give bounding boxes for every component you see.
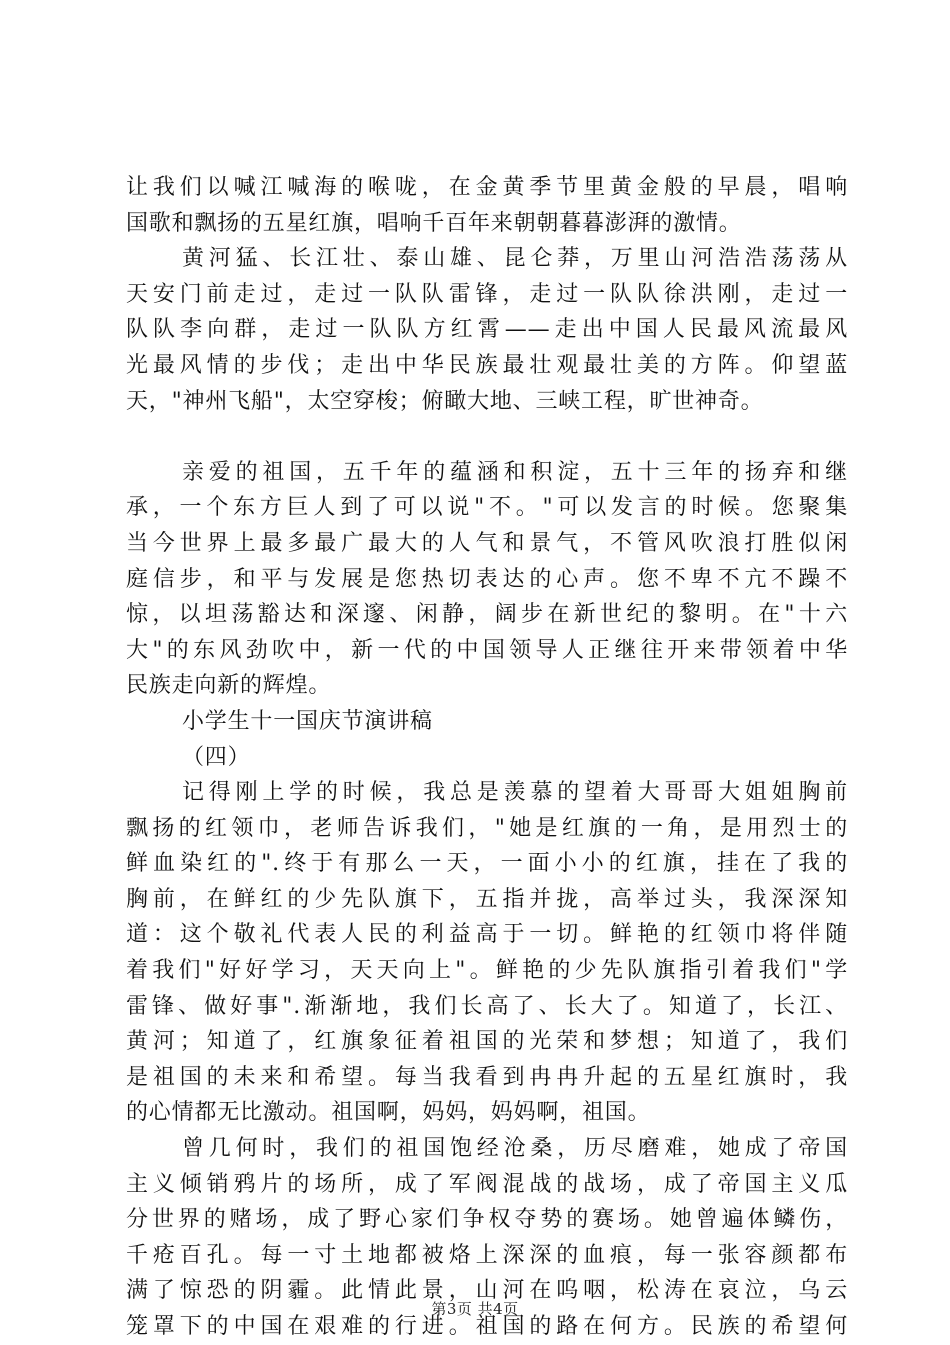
paragraph-line: 当今世界上最多最广最大的人气和景气，不管风吹浪打胜似闲 — [126, 530, 848, 556]
paragraph-line: 是祖国的未来和希望。每当我看到冉冉升起的五星红旗时，我 — [126, 1064, 848, 1090]
paragraph-line: 胸前，在鲜红的少先队旗下，五指并拢，高举过头，我深深知 — [126, 886, 848, 912]
paragraph-line: 雷锋、做好事".渐渐地，我们长高了、长大了。知道了，长江、 — [126, 993, 848, 1019]
paragraph-line: 国歌和飘扬的五星红旗，唱响千百年来朝朝暮暮澎湃的激情。 — [126, 210, 742, 236]
paragraph-line: 让我们以喊江喊海的喉咙，在金黄季节里黄金般的早晨，唱响 — [126, 175, 848, 200]
paragraph-line: 天，"神州飞船"，太空穿梭；俯瞰大地、三峡工程，旷世神奇。 — [126, 388, 764, 414]
paragraph-line: 惊，以坦荡豁达和深邃、闲静，阔步在新世纪的黎明。在"十六 — [126, 602, 848, 628]
paragraph-line: 满了惊恐的阴霾。此情此景，山河在呜咽，松涛在哀泣，乌云 — [126, 1278, 848, 1304]
page-footer — [0, 1298, 950, 1319]
paragraph-line: 千疮百孔。每一寸土地都被烙上深深的血痕，每一张容颜都布 — [126, 1242, 848, 1268]
paragraph-line: 承，一个东方巨人到了可以说"不。"可以发言的时候。您聚集 — [126, 495, 848, 521]
paragraph-line: 天安门前走过，走过一队队雷锋，走过一队队徐洪刚，走过一 — [126, 281, 848, 307]
paragraph-gap — [126, 419, 848, 455]
page-number-label: 第3页 共4页 — [431, 1300, 519, 1318]
paragraph-line: 庭信步，和平与发展是您热切表达的心声。您不卑不亢不躁不 — [126, 566, 848, 592]
paragraph-line: 黄河猛、长江壮、泰山雄、昆仑莽，万里山河浩浩荡荡从 — [182, 246, 848, 272]
paragraph-line: 队队李向群，走过一队队方红霄——走出中国人民最风流最风 — [126, 317, 848, 343]
body-text — [126, 170, 848, 1345]
paragraph-line: 的心情都无比激动。祖国啊，妈妈，妈妈啊，祖国。 — [126, 1100, 651, 1126]
paragraph-line: 记得刚上学的时候，我总是羡慕的望着大哥哥大姐姐胸前 — [182, 780, 848, 806]
paragraph-line: 亲爱的祖国，五千年的蕴涵和积淀，五十三年的扬弃和继 — [182, 459, 848, 485]
paragraph-line: 飘扬的红领巾，老师告诉我们，"她是红旗的一角，是用烈士的 — [126, 815, 848, 841]
paragraph-line: 鲜血染红的".终于有那么一天，一面小小的红旗，挂在了我的 — [126, 851, 848, 877]
paragraph-line: 曾几何时，我们的祖国饱经沧桑，历尽磨难，她成了帝国 — [182, 1136, 848, 1162]
paragraph-line: 光最风情的步伐；走出中华民族最壮观最壮美的方阵。仰望蓝 — [126, 352, 848, 378]
paragraph-line: 着我们"好好学习，天天向上"。鲜艳的少先队旗指引着我们"学 — [126, 958, 848, 984]
paragraph-line: 黄河；知道了，红旗象征着祖国的光荣和梦想；知道了，我们 — [126, 1029, 848, 1055]
paragraph-line: 大"的东风劲吹中，新一代的中国领导人正继往开来带领着中华 — [126, 637, 848, 663]
paragraph-line: 分世界的赌场，成了野心家们争权夺势的赛场。她曾遍体鳞伤， — [126, 1207, 848, 1233]
paragraph-line: 民族走向新的辉煌。 — [126, 673, 332, 699]
section-title: 小学生十一国庆节演讲稿 — [182, 708, 433, 734]
paragraph-line: 主义倾销鸦片的场所，成了军阀混战的战场，成了帝国主义瓜 — [126, 1171, 848, 1197]
paragraph-line: 笼罩下的中国在艰难的行进。祖国的路在何方。民族的希望何 — [126, 1314, 848, 1339]
section-number: （四） — [182, 744, 251, 770]
paragraph-line: 道：这个敬礼代表人民的利益高于一切。鲜艳的红领巾将伴随 — [126, 922, 848, 948]
